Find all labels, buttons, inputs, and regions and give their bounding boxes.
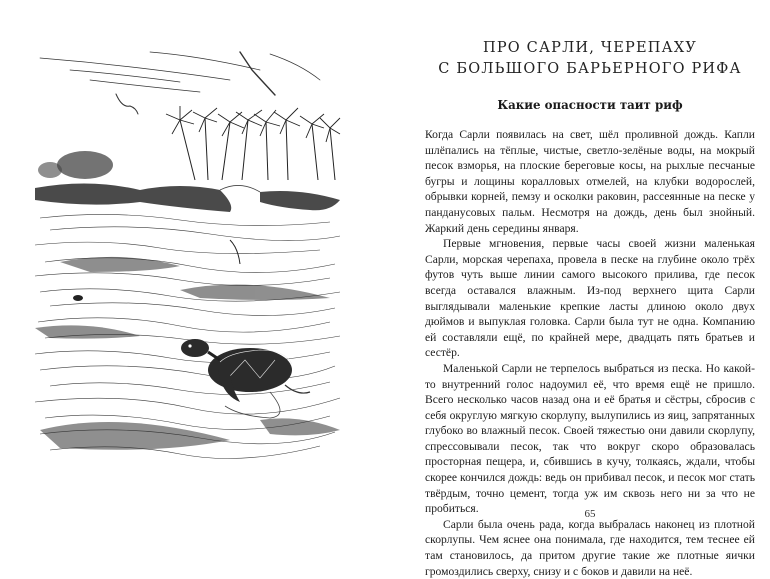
sky-stroke: [70, 70, 180, 82]
section-title: Какие опасности таит риф: [497, 98, 683, 112]
albatross-bird: [240, 52, 275, 95]
ink-drawing: [30, 40, 350, 495]
page-number: 65: [584, 508, 596, 520]
palm-trees: [166, 106, 340, 180]
small-bird: [116, 94, 138, 114]
sky-stroke: [150, 52, 260, 70]
coastal-bushes: [38, 151, 113, 179]
flying-bird: [230, 240, 240, 264]
turtle-sea-illustration: [30, 40, 350, 495]
paragraph: Когда Сарли появилась на свет, шёл проливной дождь. Капли шлёпались на тёплые, чистые, светло-зелёные воды, на мокрый песок взморья, на плоские береговые косы, на рыхлые песчаные бугры и лощины коралловых отмелей, на клубки водорослей, обрывки корней, пемзу и осколки раковин, рассеянные на песке у панданусовых пальм. Несмотря на дождь, день был знойный. Жаркий день середины января.: [425, 128, 755, 235]
chapter-title: [425, 38, 755, 80]
sea-turtle: [181, 339, 310, 418]
paragraph: Сарли была очень рада, когда выбралась наконец из плотной скорлупы. Чем яснее она понимала, где находится, тем теснее ей там становилось, да притом другие такие же плотные яички громоздились сверху, снизу и с боков и давили на неё.: [425, 517, 755, 578]
sky-stroke: [270, 54, 320, 80]
chapter-title-line-2: С БОЛЬШОГО БАРЬЕРНОГО РИФА: [438, 61, 742, 77]
paragraph: Первые мгновения, первые часы своей жизни маленькая Сарли, морская черепаха, провела в песке на глубине около трёх футов чуть выше линии самого высокого прилива, где песок всегда оставался влажным. Из-под верхнего щита Сарли выглядывали маленькие крепкие ласты длиною около двух дюймов и выпуклая головка. Сарли была тут не одна. Компанию ей составляли ещё, по крайней мере, двадцать пять братьев и сестёр.: [425, 237, 755, 360]
right-page: [385, 0, 770, 578]
small-turtle: [73, 295, 83, 301]
left-page: [0, 0, 385, 543]
sky-stroke: [90, 80, 200, 92]
paragraph: Маленькой Сарли не терпелось выбраться из песка. Но какой-то внутренний голос надоумил её, что время ещё не пришло. Всего несколько часов назад она и её братья и сёстры, сбросив с себя округлую мягкую скорлупу, вылупились из яиц, запрятанных глубоко во влажный песок. Своей тяжестью они давили скорлупу, спрессовывали песок, так что вокруг скоро образовалась просторная пещера, и, сбившись в кучу, толкаясь, ждали, чтобы скорее кончился дождь: ведь он прибивал песок, и песок мог стать твёрдым, точно цемент, тогда уж им сквозь него ни за что не пробиться.: [425, 361, 755, 516]
chapter-title-line-1: ПРО САРЛИ, ЧЕРЕПАХУ: [482, 40, 698, 56]
reef-band: [35, 183, 340, 212]
